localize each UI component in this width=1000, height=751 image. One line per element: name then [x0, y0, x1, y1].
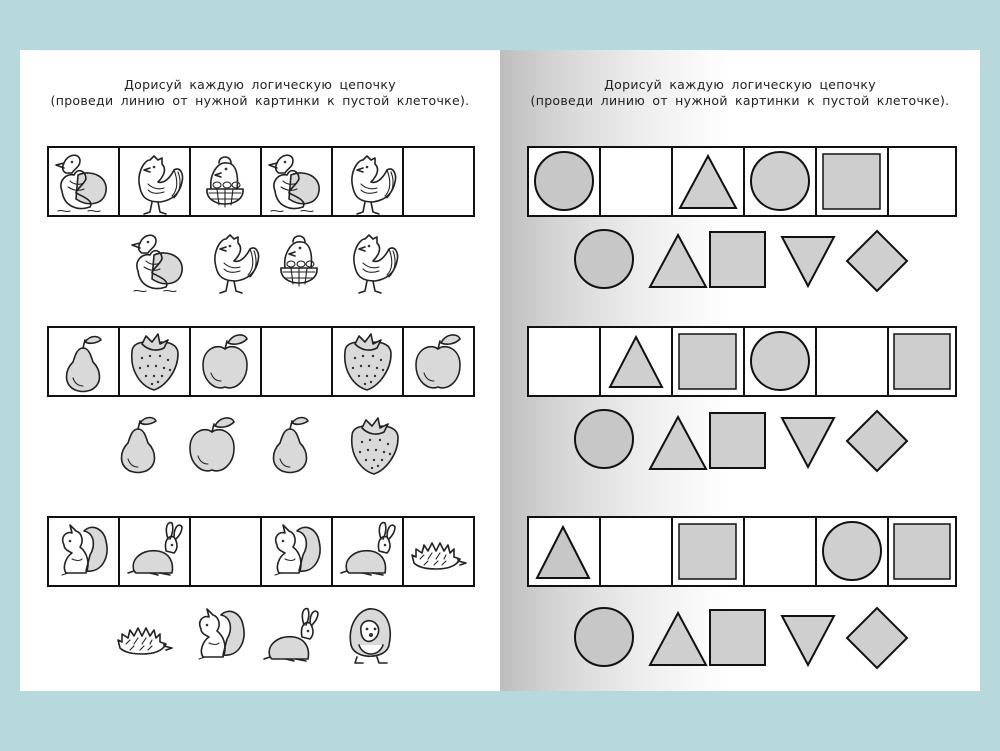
inverted-triangle-option-icon[interactable]	[782, 418, 834, 467]
left-row-3-options	[118, 609, 390, 663]
right-instruction-line2: (проведи линию от нужной картинки к пустой клеточке).	[530, 93, 950, 108]
right-row-3-options	[575, 608, 907, 668]
duck-option-icon[interactable]	[132, 235, 182, 291]
left-row-3-empty-cell[interactable]	[190, 517, 261, 586]
circle-option-icon[interactable]	[575, 608, 633, 666]
right-row-1-empty-cell[interactable]	[600, 147, 672, 216]
apple-option-icon[interactable]	[190, 418, 234, 471]
pear-option-icon[interactable]	[122, 418, 157, 473]
rooster-option-icon[interactable]	[215, 235, 259, 293]
left-row-3-cell-6	[403, 517, 474, 586]
hedgehog-kid-option-icon[interactable]	[350, 609, 390, 663]
square-icon	[679, 524, 736, 579]
right-row-1-empty-cell-2[interactable]	[888, 147, 956, 216]
right-row-1-chain	[528, 147, 956, 216]
left-worksheet	[20, 50, 500, 691]
circle-icon	[751, 332, 809, 390]
square-icon	[823, 154, 880, 209]
right-row-1-options	[575, 230, 907, 291]
inverted-triangle-option-icon[interactable]	[782, 237, 834, 286]
left-row-2-options	[122, 418, 399, 475]
diamond-option-icon[interactable]	[847, 411, 907, 471]
square-option-icon[interactable]	[710, 232, 765, 287]
strawberry-option-icon[interactable]	[352, 418, 398, 474]
rabbit-option-icon[interactable]	[264, 609, 318, 661]
left-row-2-empty-cell[interactable]	[261, 327, 332, 396]
right-row-3-empty-cell[interactable]	[600, 517, 672, 586]
right-page	[500, 50, 980, 691]
left-row-3-chain	[48, 517, 474, 586]
circle-icon	[535, 152, 593, 210]
left-row-1-chain	[48, 147, 474, 216]
circle-option-icon[interactable]	[575, 410, 633, 468]
left-instruction-line1: Дорисуй каждую логическую цепочку	[124, 77, 396, 92]
squirrel-option-icon[interactable]	[199, 609, 244, 659]
square-icon	[894, 334, 950, 389]
right-worksheet	[500, 50, 980, 691]
circle-icon	[823, 522, 881, 580]
hedgehog-option-icon[interactable]	[118, 628, 172, 654]
triangle-option-icon[interactable]	[650, 235, 706, 287]
left-row-1-options	[132, 235, 398, 293]
triangle-option-icon[interactable]	[650, 417, 706, 469]
left-instruction-line2: (проведи линию от нужной картинки к пустой клеточке).	[50, 93, 470, 108]
left-row-2-chain	[48, 327, 474, 396]
triangle-option-icon[interactable]	[650, 613, 706, 665]
square-icon	[894, 524, 950, 579]
circle-option-icon[interactable]	[575, 230, 633, 288]
square-icon	[679, 334, 736, 389]
right-row-2-empty-cell-2[interactable]	[816, 327, 888, 396]
right-row-2-options	[575, 410, 907, 471]
square-option-icon[interactable]	[710, 413, 765, 468]
right-row-3-empty-cell-2[interactable]	[744, 517, 816, 586]
diamond-option-icon[interactable]	[847, 231, 907, 291]
right-row-2-chain	[528, 327, 956, 396]
rooster-option-icon[interactable]	[354, 235, 398, 293]
left-row-1-empty-cell[interactable]	[403, 147, 474, 216]
right-instruction-line1: Дорисуй каждую логическую цепочку	[604, 77, 876, 92]
square-option-icon[interactable]	[710, 610, 765, 665]
inverted-triangle-option-icon[interactable]	[782, 616, 834, 665]
left-page	[20, 50, 500, 691]
pear-option-icon[interactable]	[274, 418, 309, 473]
right-row-2-empty-cell[interactable]	[528, 327, 600, 396]
circle-icon	[751, 152, 809, 210]
right-row-3-chain	[528, 517, 956, 586]
hen-basket-option-icon[interactable]	[281, 236, 317, 286]
diamond-option-icon[interactable]	[847, 608, 907, 668]
